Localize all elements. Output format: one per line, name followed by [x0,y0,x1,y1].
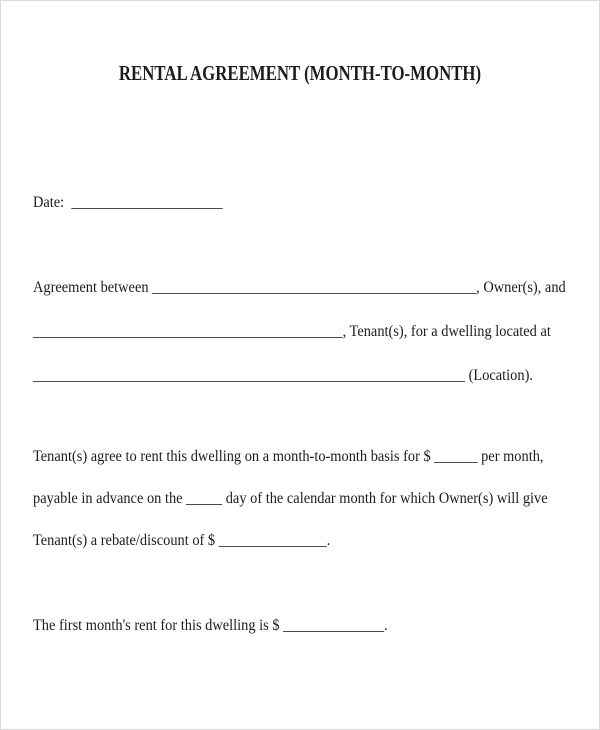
first-month-rent-line: The first month's rent for this dwelling is $ ______________. [33,617,388,634]
rent-terms-line-1: Tenant(s) agree to rent this dwelling on a month-to-month basis for $ ______ per month, [33,448,544,465]
agreement-parties-line-2: ___________________________________________, Tenant(s), for a dwelling located at [33,323,551,340]
rent-rebate-line: Tenant(s) a rebate/discount of $ _______________. [33,532,331,549]
rent-terms-line-2: payable in advance on the _____ day of the calendar month for which Owner(s) will give [33,490,548,507]
agreement-parties-line-1: Agreement between _____________________________________________, Owner(s), and [33,279,566,296]
document-title: RENTAL AGREEMENT (MONTH-TO-MONTH) [118,61,482,85]
agreement-location-line: ____________________________________________________________ (Location). [33,367,533,384]
date-fill-in-line: Date: _____________________ [33,194,223,211]
